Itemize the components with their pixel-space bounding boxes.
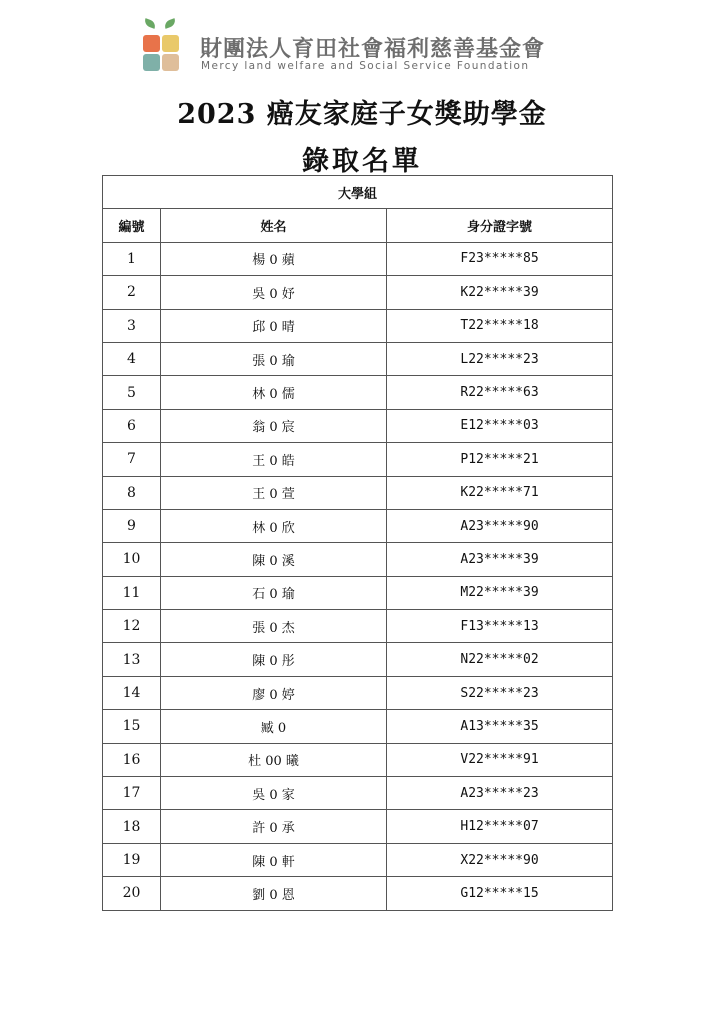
table-row: [103, 777, 613, 810]
row-number: 19: [103, 843, 161, 876]
logo-mark-icon: [140, 20, 184, 72]
row-name: 吳 0 妤: [161, 276, 387, 309]
column-header-id: 身分證字號: [387, 209, 613, 242]
row-id-number: F23*****85: [387, 242, 613, 275]
column-header-name: 姓名: [161, 209, 387, 242]
row-name: 王 0 萱: [161, 476, 387, 509]
row-id-number: K22*****39: [387, 276, 613, 309]
org-name-chinese: 財團法人育田社會福利慈善基金會: [200, 37, 546, 62]
row-id-number: P12*****21: [387, 443, 613, 476]
row-name: 廖 0 婷: [161, 676, 387, 709]
row-number: 3: [103, 309, 161, 342]
org-name-english: Mercy land welfare and Social Service Foundation: [201, 60, 530, 72]
row-number: 8: [103, 476, 161, 509]
table-row: [103, 509, 613, 542]
row-number: 13: [103, 643, 161, 676]
table-row: [103, 643, 613, 676]
row-name: 杜 00 曦: [161, 743, 387, 776]
row-id-number: T22*****18: [387, 309, 613, 342]
group-header-row: [103, 176, 613, 209]
table-row: [103, 409, 613, 442]
row-number: 2: [103, 276, 161, 309]
table-row: [103, 242, 613, 275]
row-name: 陳 0 彤: [161, 643, 387, 676]
column-header-row: [103, 209, 613, 242]
table-row: [103, 476, 613, 509]
row-id-number: X22*****90: [387, 843, 613, 876]
row-name: 陳 0 軒: [161, 843, 387, 876]
table-row: [103, 743, 613, 776]
row-name: 林 0 儒: [161, 376, 387, 409]
table-row: [103, 576, 613, 609]
row-number: 16: [103, 743, 161, 776]
row-number: 5: [103, 376, 161, 409]
table-row: [103, 676, 613, 709]
table-row: [103, 342, 613, 375]
row-number: 11: [103, 576, 161, 609]
row-name: 劉 0 恩: [161, 877, 387, 910]
row-id-number: N22*****02: [387, 643, 613, 676]
row-number: 4: [103, 342, 161, 375]
row-id-number: S22*****23: [387, 676, 613, 709]
row-name: 王 0 皓: [161, 443, 387, 476]
row-id-number: H12*****07: [387, 810, 613, 843]
row-id-number: R22*****63: [387, 376, 613, 409]
row-id-number: K22*****71: [387, 476, 613, 509]
row-name: 張 0 瑜: [161, 342, 387, 375]
table-row: [103, 710, 613, 743]
table-row: [103, 610, 613, 643]
row-name: 陳 0 溪: [161, 543, 387, 576]
group-label: 大學組: [103, 176, 613, 209]
row-id-number: A23*****23: [387, 777, 613, 810]
table-row: [103, 877, 613, 910]
row-name: 林 0 欣: [161, 509, 387, 542]
column-header-number: 編號: [103, 209, 161, 242]
table-row: [103, 443, 613, 476]
table-row: [103, 843, 613, 876]
row-name: 臧 0: [161, 710, 387, 743]
row-name: 楊 0 蘋: [161, 242, 387, 275]
document-title: 2023 癌友家庭子女獎助學金: [177, 99, 547, 130]
row-id-number: A23*****90: [387, 509, 613, 542]
row-name: 許 0 承: [161, 810, 387, 843]
foundation-logo: [140, 20, 580, 76]
row-name: 石 0 瑜: [161, 576, 387, 609]
row-number: 1: [103, 242, 161, 275]
row-number: 18: [103, 810, 161, 843]
row-number: 20: [103, 877, 161, 910]
row-number: 15: [103, 710, 161, 743]
row-name: 翁 0 宸: [161, 409, 387, 442]
table-row: [103, 309, 613, 342]
row-number: 17: [103, 777, 161, 810]
row-id-number: M22*****39: [387, 576, 613, 609]
row-number: 7: [103, 443, 161, 476]
row-name: 張 0 杰: [161, 610, 387, 643]
row-id-number: F13*****13: [387, 610, 613, 643]
document-subtitle: 錄取名單: [302, 146, 422, 177]
row-id-number: E12*****03: [387, 409, 613, 442]
row-number: 10: [103, 543, 161, 576]
row-name: 邱 0 晴: [161, 309, 387, 342]
table-row: [103, 543, 613, 576]
table-row: [103, 376, 613, 409]
admission-list-table: [102, 175, 613, 911]
row-id-number: A23*****39: [387, 543, 613, 576]
row-number: 12: [103, 610, 161, 643]
table-body: [103, 242, 613, 910]
table-row: [103, 276, 613, 309]
row-number: 9: [103, 509, 161, 542]
row-number: 14: [103, 676, 161, 709]
row-name: 吳 0 家: [161, 777, 387, 810]
row-id-number: G12*****15: [387, 877, 613, 910]
row-id-number: A13*****35: [387, 710, 613, 743]
row-id-number: L22*****23: [387, 342, 613, 375]
table-row: [103, 810, 613, 843]
row-id-number: V22*****91: [387, 743, 613, 776]
row-number: 6: [103, 409, 161, 442]
